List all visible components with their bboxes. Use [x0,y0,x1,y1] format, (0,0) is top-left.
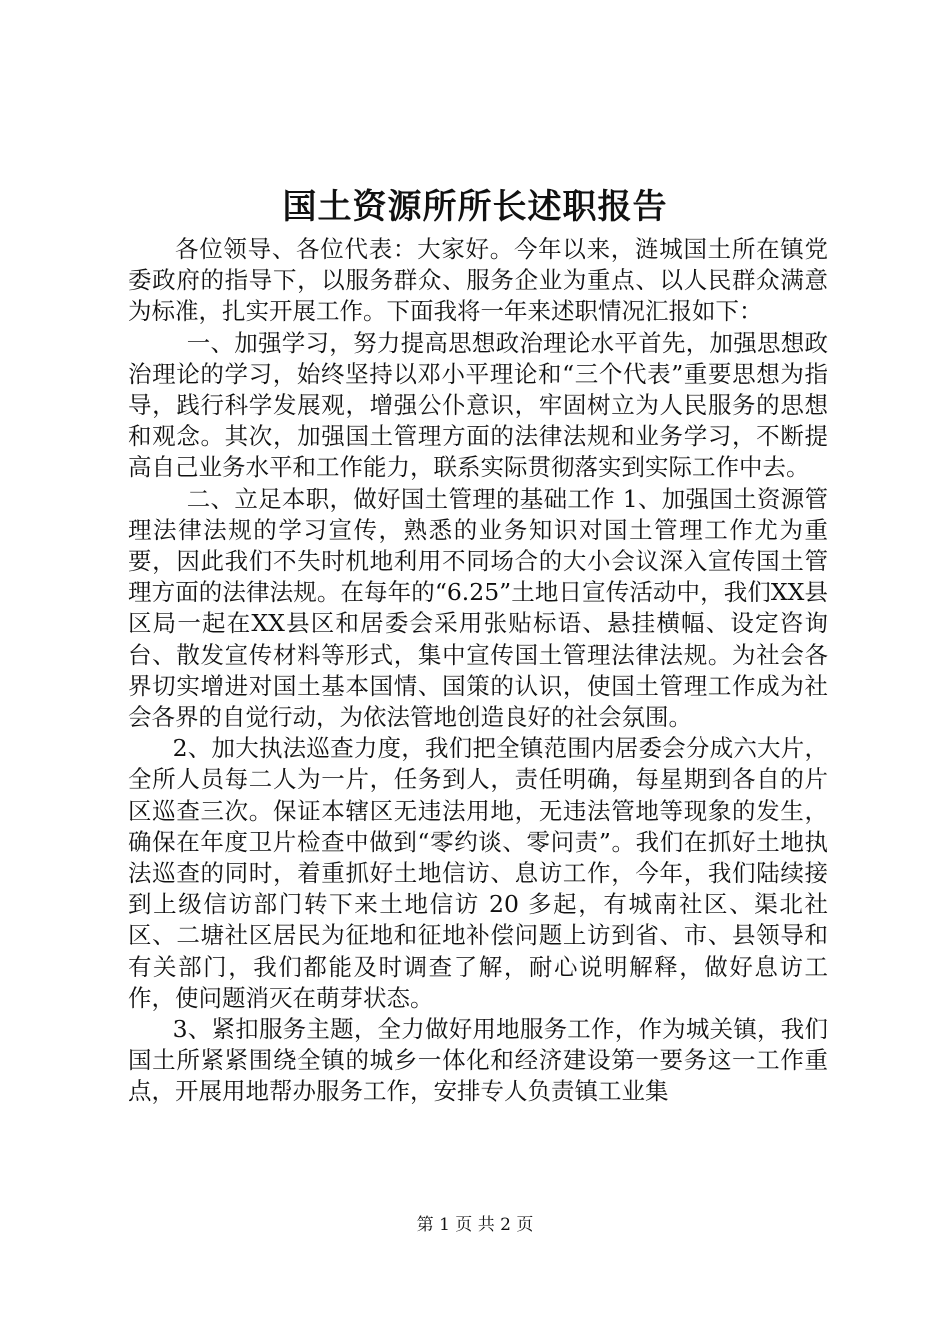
paragraph-section-one: 一、加强学习，努力提高思想政治理论水平首先，加强思想政治理论的学习，始终坚持以邓小平理论和“三个代表”重要思想为指导，践行科学发展观，增强公仆意识，牢固树立为人民服务的思想和观念。其次，加强国土管理方面的法律法规和业务学习，不断提高自己业务水平和工作能力，联系实际贯彻落实到实际工作中去。 [128,328,828,482]
paragraph-item-two: 2、加大执法巡查力度，我们把全镇范围内居委会分成六大片，全所人员每二人为一片，任务到人，责任明确，每星期到各自的片区巡查三次。保证本辖区无违法用地，无违法管地等现象的发生，确保在年度卫片检查中做到“零约谈、零问责”。我们在抓好土地执法巡查的同时，着重抓好土地信访、息访工作，今年，我们陆续接到上级信访部门转下来土地信访 20 多起，有城南社区、渠北社区、二塘社区居民为征地和征地补偿问题上访到省、市、县领导和有关部门，我们都能及时调查了解，耐心说明解释，做好息访工作，使问题消灭在萌芽状态。 [128,734,828,1012]
page-footer: 第 1 页 共 2 页 [416,1215,534,1235]
document-body [128,234,828,1108]
paragraph-section-two: 二、立足本职，做好国土管理的基础工作 1、加强国土资源管理法律法规的学习宣传，熟悉的业务知识对国土管理工作尤为重要，因此我们不失时机地利用不同场合的大小会议深入宣传国土管理方面的法律法规。在每年的“6.25”土地日宣传活动中，我们XX县区局一起在XX县区和居委会采用张贴标语、悬挂横幅、设定咨询台、散发宣传材料等形式，集中宣传国土管理法律法规。为社会各界切实增进对国土基本国情、国策的认识，使国土管理工作成为社会各界的自觉行动，为依法管地创造良好的社会氛围。 [128,484,828,732]
paragraph-greeting: 各位领导、各位代表：大家好。今年以来，涟城国土所在镇党委政府的指导下，以服务群众、服务企业为重点、以人民群众满意为标准，扎实开展工作。下面我将一年来述职情况汇报如下： [128,235,828,326]
paragraph-item-three: 3、紧扣服务主题，全力做好用地服务工作，作为城关镇，我们国土所紧紧围绕全镇的城乡一体化和经济建设第一要务这一工作重点，开展用地帮办服务工作，安排专人负责镇工业集 [128,1015,828,1106]
page-title: 国土资源所所长述职报告 [282,187,668,227]
